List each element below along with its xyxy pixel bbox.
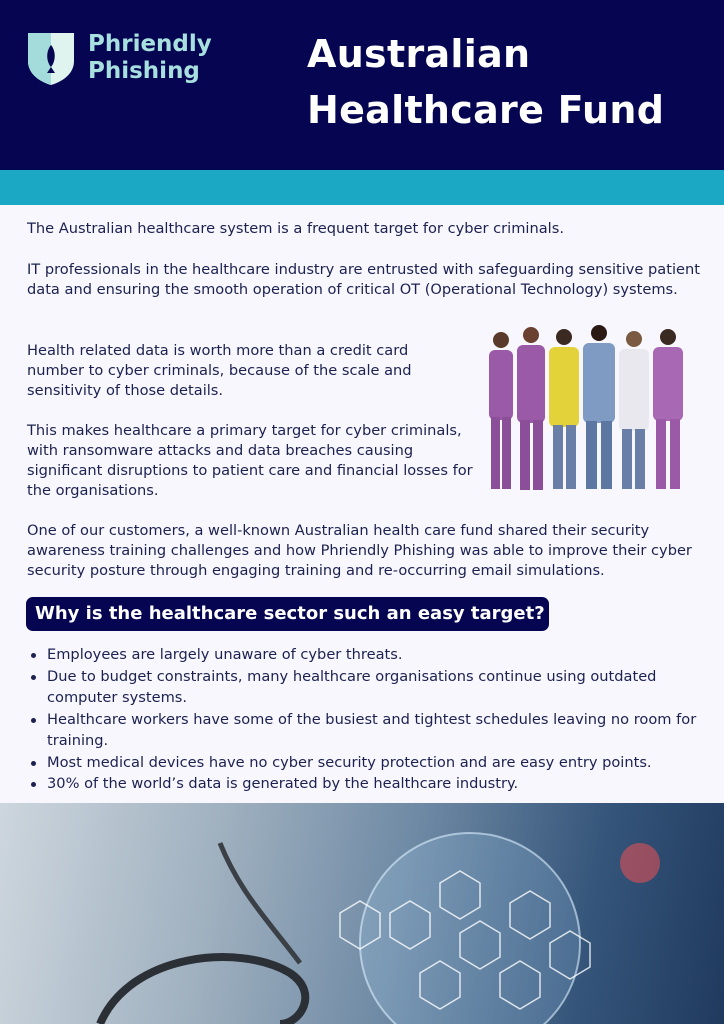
paragraph-health-data: Health related data is worth more than a credit card number to cyber criminals, because of the scale and sensitivity of those details.: [27, 342, 412, 399]
shield-fish-icon: [26, 31, 76, 86]
list-item: Healthcare workers have some of the busiest and tightest schedules leaving no room for training.: [27, 709, 707, 752]
header: [0, 0, 724, 170]
title-line1: Australian: [307, 32, 531, 76]
stethoscope-network-illustration: [0, 803, 724, 1024]
list-item: Due to budget constraints, many healthcare organisations continue using outdated computer systems.: [27, 666, 707, 709]
section-heading: Why is the healthcare sector such an easy target?: [26, 597, 549, 631]
bullet-list: [27, 644, 707, 795]
page-title: [307, 26, 664, 138]
list-item: Employees are largely unaware of cyber threats.: [27, 644, 707, 666]
healthcare-technology-image: [0, 803, 724, 1024]
list-item: Most medical devices have no cyber security protection and are easy entry points.: [27, 752, 707, 774]
logo: [26, 31, 212, 86]
paragraph-primary-target: This makes healthcare a primary target for cyber criminals, with ransomware attacks and data breaches causing significant disruptions to patient care and financial losses for the organisations.: [27, 422, 473, 499]
paragraph-customer: One of our customers, a well-known Australian health care fund shared their security awareness training challenges and how Phriendly Phishing was able to improve their cyber security posture through engaging training and re-occurring email simulations.: [27, 522, 692, 579]
logo-line1: Phriendly: [88, 31, 212, 57]
paragraph-intro: The Australian healthcare system is a frequent target for cyber criminals.: [27, 220, 564, 237]
title-line2: Healthcare Fund: [307, 88, 665, 132]
list-item: 30% of the world’s data is generated by the healthcare industry.: [27, 773, 707, 795]
accent-band: [0, 170, 724, 205]
logo-line2: Phishing: [88, 58, 200, 84]
paragraph-it-professionals: IT professionals in the healthcare industry are entrusted with safeguarding sensitive patient data and ensuring the smooth operation of critical OT (Operational Technology) systems.: [27, 261, 700, 298]
healthcare-workers-image: [483, 325, 698, 497]
